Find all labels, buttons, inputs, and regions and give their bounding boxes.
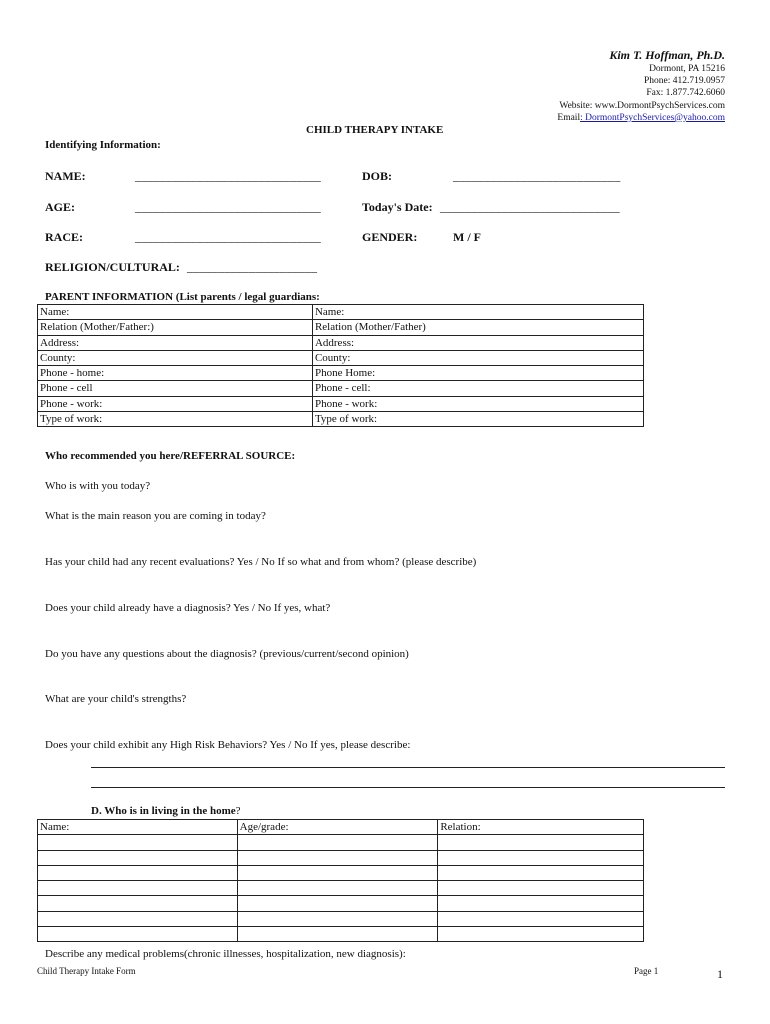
contact-email: [557, 112, 725, 124]
parent-left-cell[interactable]: Relation (Mother/Father:): [38, 320, 313, 335]
home-heading-qmark: ?: [235, 805, 241, 817]
home-entry-cell[interactable]: [38, 850, 238, 865]
parent-right-cell[interactable]: Phone Home:: [312, 366, 643, 381]
medical-problems-question: Describe any medical problems(chronic illnesses, hospitalization, new diagnosis):: [45, 948, 406, 960]
age-label: AGE:: [45, 200, 75, 214]
table-row: [38, 927, 644, 942]
table-row: [38, 381, 644, 396]
main-reason-question: What is the main reason you are coming in today?: [45, 510, 266, 522]
strengths-question: What are your child's strengths?: [45, 693, 187, 705]
todays-date-label: Today's Date:: [362, 200, 433, 214]
parent-right-cell[interactable]: Relation (Mother/Father): [312, 320, 643, 335]
form-title: CHILD THERAPY INTAKE: [306, 124, 444, 136]
parent-left-cell[interactable]: Phone - work:: [38, 396, 313, 411]
referral-source-question: Who recommended you here/REFERRAL SOURCE:: [45, 450, 296, 462]
religion-field[interactable]: _____________________: [187, 260, 318, 274]
home-heading-text: D. Who is in living in the home: [91, 805, 236, 817]
page-number: 1: [717, 967, 723, 981]
table-row: [38, 881, 644, 896]
footer-form-name: Child Therapy Intake Form: [37, 966, 136, 976]
home-column-header: Relation:: [438, 820, 644, 835]
home-entry-cell[interactable]: [38, 881, 238, 896]
table-header-row: [38, 820, 644, 835]
table-row: [38, 366, 644, 381]
high-risk-question: Does your child exhibit any High Risk Behaviors? Yes / No If yes, please describe:: [45, 739, 411, 751]
parent-left-cell[interactable]: Name:: [38, 305, 313, 320]
home-entry-cell[interactable]: [38, 927, 238, 942]
gender-label: GENDER:: [362, 230, 418, 244]
todays-date-field[interactable]: _____________________________: [440, 200, 620, 214]
parent-left-cell[interactable]: Type of work:: [38, 412, 313, 427]
table-row: [38, 835, 644, 850]
home-entry-cell[interactable]: [38, 911, 238, 926]
gender-options[interactable]: M / F: [453, 230, 481, 244]
religion-label: RELIGION/CULTURAL:: [45, 260, 180, 274]
home-entry-cell[interactable]: [237, 850, 438, 865]
table-row: [38, 412, 644, 427]
who-is-with-you-question: Who is with you today?: [45, 480, 151, 492]
dob-label: DOB:: [362, 169, 392, 183]
contact-website: Website: www.DormontPsychServices.com: [559, 100, 725, 111]
parent-table: [37, 304, 644, 427]
table-row: [38, 320, 644, 335]
home-entry-cell[interactable]: [438, 865, 644, 880]
table-row: [38, 350, 644, 365]
table-row: [38, 396, 644, 411]
footer-page-label: Page 1: [634, 966, 659, 976]
answer-line-1[interactable]: [91, 767, 725, 768]
contact-email-label: Email: [557, 112, 581, 123]
parent-right-cell[interactable]: Type of work:: [312, 412, 643, 427]
table-row: [38, 305, 644, 320]
home-entry-cell[interactable]: [438, 911, 644, 926]
home-entry-cell[interactable]: [237, 881, 438, 896]
diagnosis-questions-question: Do you have any questions about the diagnosis? (previous/current/second opinion): [45, 648, 409, 660]
home-entry-cell[interactable]: [237, 865, 438, 880]
parent-info-heading: PARENT INFORMATION (List parents / legal guardians:: [45, 291, 320, 303]
practitioner-name: Kim T. Hoffman, Ph.D.: [609, 48, 725, 62]
identifying-heading: Identifying Information:: [45, 139, 161, 151]
parent-right-cell[interactable]: Phone - work:: [312, 396, 643, 411]
home-entry-cell[interactable]: [237, 927, 438, 942]
parent-right-cell[interactable]: Address:: [312, 335, 643, 350]
contact-location: Dormont, PA 15216: [649, 64, 725, 74]
home-heading: [91, 805, 241, 817]
parent-right-cell[interactable]: County:: [312, 350, 643, 365]
home-entry-cell[interactable]: [438, 835, 644, 850]
home-entry-cell[interactable]: [438, 881, 644, 896]
table-row: [38, 865, 644, 880]
home-entry-cell[interactable]: [38, 835, 238, 850]
parent-left-cell[interactable]: Phone - home:: [38, 366, 313, 381]
home-entry-cell[interactable]: [438, 927, 644, 942]
parent-left-cell[interactable]: Phone - cell: [38, 381, 313, 396]
table-row: [38, 911, 644, 926]
parent-left-cell[interactable]: County:: [38, 350, 313, 365]
name-field[interactable]: ______________________________: [135, 169, 321, 183]
home-column-header: Age/grade:: [237, 820, 438, 835]
dob-field[interactable]: ___________________________: [453, 169, 621, 183]
race-field[interactable]: ______________________________: [135, 230, 321, 244]
parent-left-cell[interactable]: Address:: [38, 335, 313, 350]
home-entry-cell[interactable]: [237, 896, 438, 911]
race-label: RACE:: [45, 230, 83, 244]
table-row: [38, 850, 644, 865]
home-entry-cell[interactable]: [438, 850, 644, 865]
contact-phone: Phone: 412.719.0957: [643, 76, 725, 87]
home-entry-cell[interactable]: [237, 835, 438, 850]
home-column-header: Name:: [38, 820, 238, 835]
table-row: [38, 896, 644, 911]
answer-line-2[interactable]: [91, 787, 725, 788]
diagnosis-question: Does your child already have a diagnosis? Yes / No If yes, what?: [45, 602, 331, 614]
name-label: NAME:: [45, 169, 86, 183]
home-entry-cell[interactable]: [38, 865, 238, 880]
contact-block: [557, 63, 725, 124]
evaluations-question: Has your child had any recent evaluations? Yes / No If so what and from whom? (please describe): [45, 556, 477, 568]
home-entry-cell[interactable]: [237, 911, 438, 926]
home-entry-cell[interactable]: [38, 896, 238, 911]
home-entry-cell[interactable]: [438, 896, 644, 911]
home-table: [37, 819, 644, 942]
parent-right-cell[interactable]: Name:: [312, 305, 643, 320]
contact-email-link[interactable]: : DormontPsychServices@yahoo.com: [580, 112, 725, 123]
contact-fax: Fax: 1.877.742.6060: [646, 88, 725, 99]
parent-right-cell[interactable]: Phone - cell:: [312, 381, 643, 396]
table-row: [38, 335, 644, 350]
age-field[interactable]: ______________________________: [135, 200, 321, 214]
